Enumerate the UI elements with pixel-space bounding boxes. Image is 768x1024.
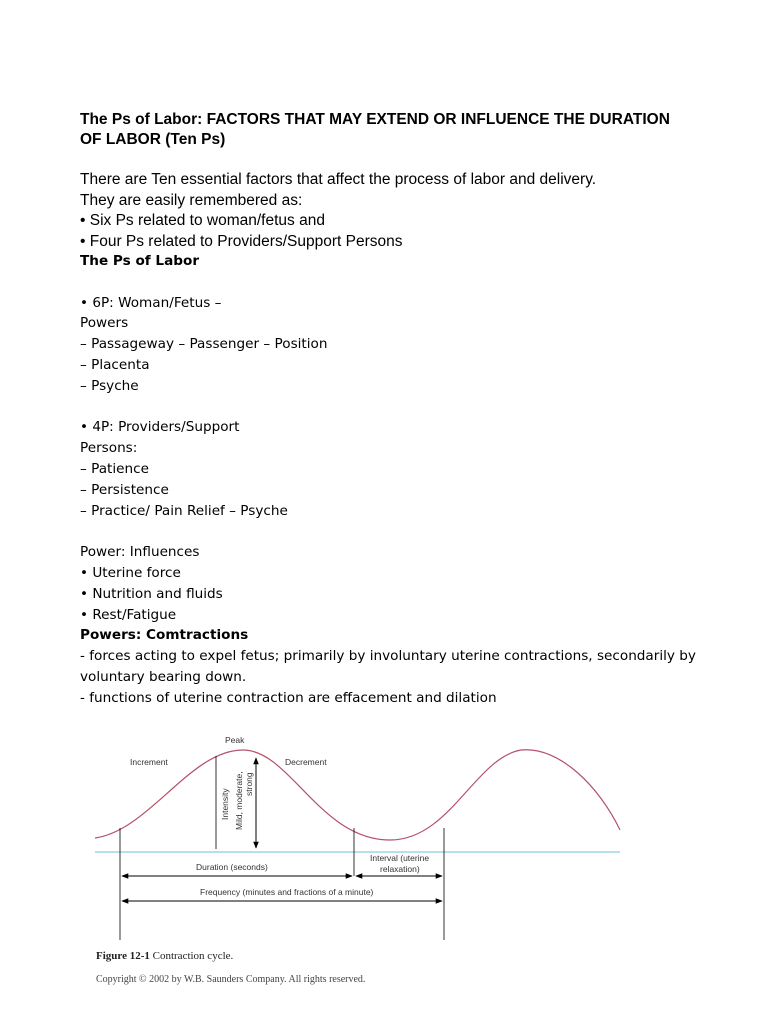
intro-line: There are Ten essential factors that affect the process of labor and delivery. bbox=[80, 171, 597, 188]
list-item: Persons: bbox=[80, 440, 138, 457]
powers-heading: Powers: Comtractions bbox=[80, 627, 249, 644]
peak-label: Peak bbox=[225, 735, 245, 745]
list-item: – Passageway – Passenger – Position bbox=[80, 336, 328, 353]
body-text bbox=[80, 251, 730, 709]
list-item: • Rest/Fatigue bbox=[80, 606, 177, 623]
page-title: The Ps of Labor: FACTORS THAT MAY EXTEND OR INFLUENCE THE DURATION OF LABOR (Ten Ps) bbox=[80, 111, 670, 148]
mild-moderate-label: Mild, moderate, bbox=[234, 771, 244, 830]
interval-label: Interval (uterine bbox=[370, 853, 430, 863]
list-item: – Patience bbox=[80, 460, 149, 477]
list-item: – Practice/ Pain Relief – Psyche bbox=[80, 502, 288, 519]
increment-label: Increment bbox=[130, 757, 168, 767]
powers-line: - forces acting to expel fetus; primarily by involuntary uterine contractions, secondarily by voluntary bearing down. bbox=[80, 648, 701, 685]
intro-line: They are easily remembered as: bbox=[80, 191, 303, 209]
power-influences-heading: Power: Influences bbox=[80, 544, 200, 561]
frequency-label: Frequency (minutes and fractions of a minute) bbox=[200, 887, 374, 897]
intensity-label: Intensity bbox=[220, 788, 230, 820]
interval-label: relaxation) bbox=[380, 864, 420, 874]
decrement-label: Decrement bbox=[285, 757, 327, 767]
list-item: – Persistence bbox=[80, 481, 169, 498]
six-p-heading: • 6P: Woman/Fetus – bbox=[80, 294, 222, 311]
four-p-heading: • 4P: Providers/Support bbox=[80, 419, 240, 436]
figure-caption-text: Contraction cycle. bbox=[152, 950, 234, 962]
copyright-notice: Copyright © 2002 by W.B. Saunders Company. All rights reserved. bbox=[96, 974, 366, 985]
figure-caption bbox=[96, 950, 233, 962]
contraction-curve bbox=[95, 750, 620, 840]
powers-line: - functions of uterine contraction are effacement and dilation bbox=[80, 689, 497, 706]
section-heading: The Ps of Labor bbox=[80, 253, 200, 269]
intro-bullet: • Six Ps related to woman/fetus and bbox=[80, 212, 325, 229]
list-item: – Psyche bbox=[80, 377, 139, 394]
list-item: – Placenta bbox=[80, 356, 150, 373]
duration-label: Duration (seconds) bbox=[196, 862, 268, 872]
list-item: • Nutrition and fluids bbox=[80, 585, 223, 602]
list-item: Powers bbox=[80, 315, 129, 332]
figure-number: Figure 12-1 bbox=[96, 950, 150, 962]
intro-bullet: • Four Ps related to Providers/Support Persons bbox=[80, 232, 403, 250]
strong-label: strong bbox=[244, 772, 254, 796]
intro-paragraph bbox=[80, 170, 720, 252]
list-item: • Uterine force bbox=[80, 564, 181, 581]
